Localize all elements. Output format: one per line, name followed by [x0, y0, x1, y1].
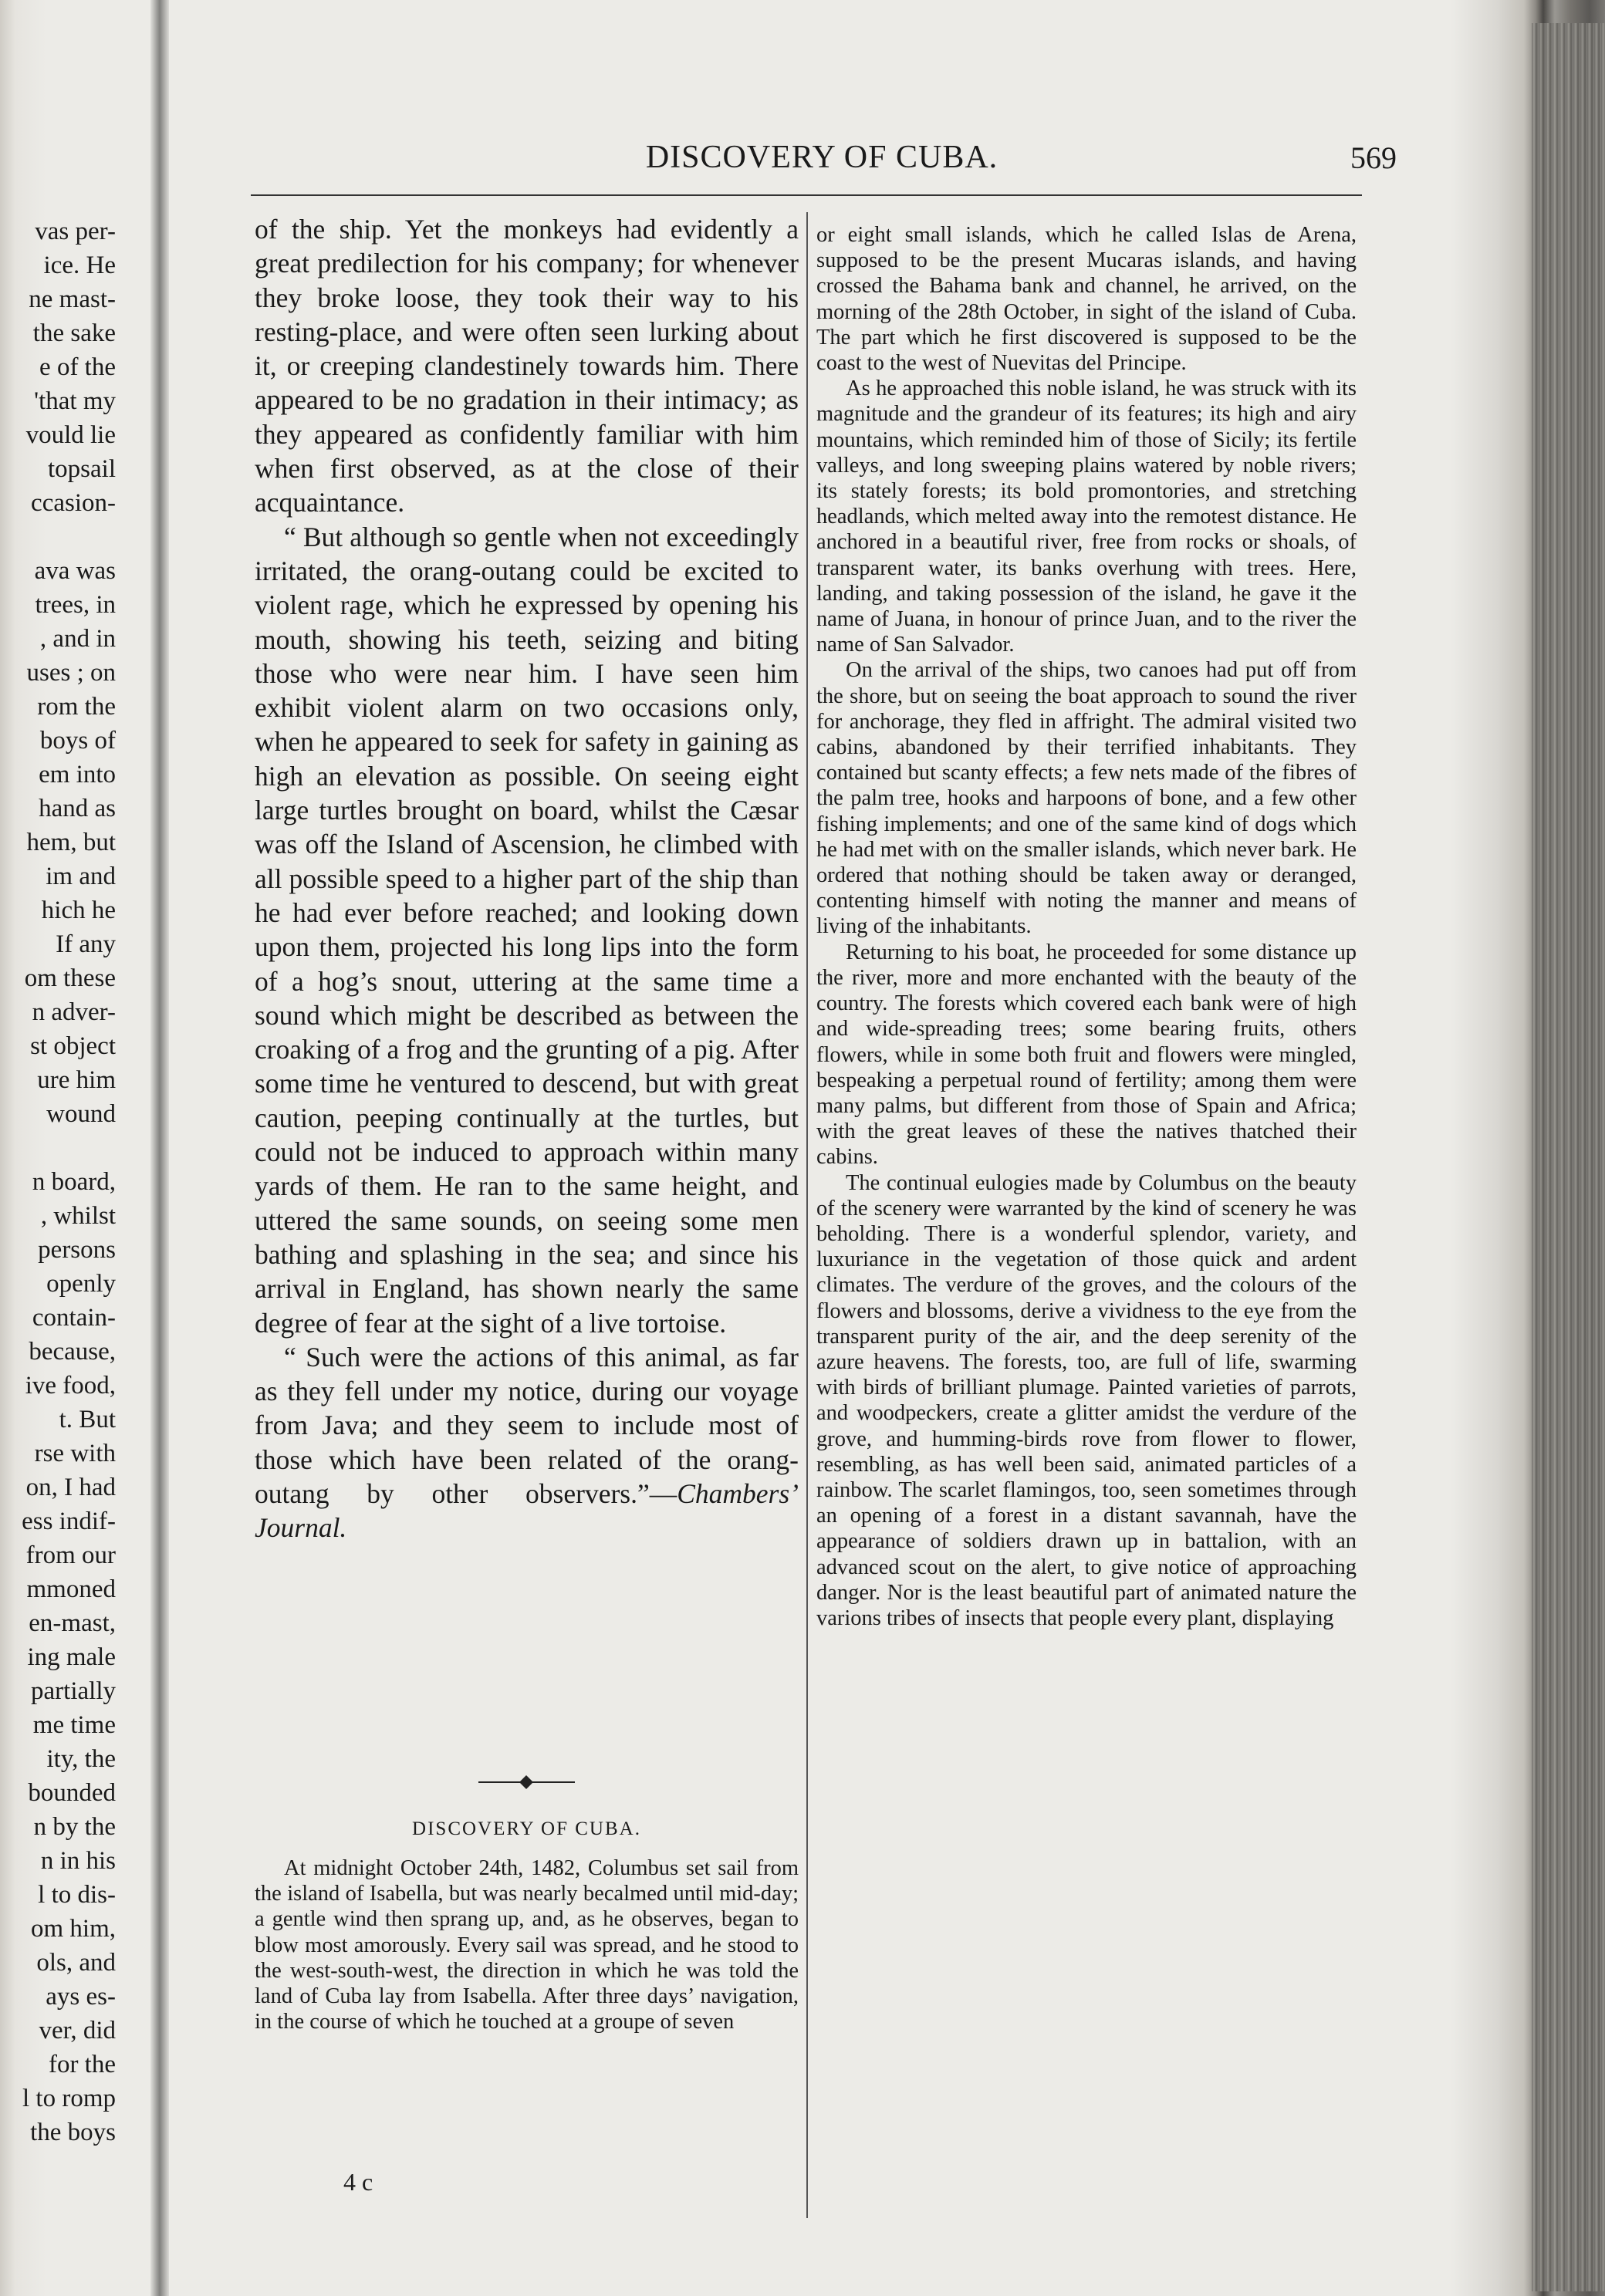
page-edges [1532, 23, 1605, 2291]
fragment-line: , whilst [40, 1202, 116, 1230]
paragraph: The continual eulogies made by Columbus on the beauty of the scenery were warranted by the kind of scenery he was beholding. There is a wonderful splendor, variety, and luxuriance in the vegetation of those quick and ardent climates. The verdure of the groves, and the colours of the flowers and blossoms, derive a vividness to the eye from the transparent purity of the air, and the deep serenity of the azure heavens. The forests, too, are full of life, swarming with birds of brilliant plumage. Painted varieties of parrots, and woodpeckers, create a glitter amidst the verdure of the grove, and humming-birds rove from flower to flower, resembling, as has well been said, animated particles of a rainbow. The scarlet flamingos, too, seen sometimes through an opening of a forest in a distant savannah, have the appearance of soldiers drawn up in battalion, with an advanced scout on the alert, to give notice of approaching danger. Nor is the least beautiful part of animated nature the varions tribes of insects that people every plant, displaying [816, 1170, 1357, 1630]
fragment-line: ccasion- [31, 489, 116, 517]
paragraph: On the arrival of the ships, two canoes had put off from the shore, but on seeing the boat approach to sound the river for anchorage, they fled in affright. The admiral visited two cabins, abandoned by their terrified inhabitants. They contained but scanty effects; a few nets made of the fibres of the palm tree, hooks and harpoons of bone, and a few other fishing implements; and one of the same kind of dogs which he had met with on the smaller islands, which never bark. He ordered that nothing should be taken away or deranged, contenting himself with noting the manner and means of living of the inhabitants. [816, 658, 1357, 939]
fragment-line: uses ; on [26, 659, 116, 687]
fragment-line: , and in [39, 625, 116, 653]
fragment-line: the boys [30, 2119, 116, 2146]
fragment-line: on, I had [25, 1474, 116, 1501]
fragment-line: because, [29, 1338, 116, 1366]
fragment-line: l to dis- [38, 1881, 116, 1909]
fragment-line: for the [48, 2051, 116, 2078]
paragraph: of the ship. Yet the monkeys had evidently a great predilection for his company; for whenever they broke loose, they took their way to his resting-place, and were often seen lurking about it, or creeping clandestinely towards him. There appeared to be no gradation in their intimacy; as they appeared as confidently familiar with him when first observed, as at the close of their acquaintance. [255, 214, 799, 518]
fragment-line [0, 520, 116, 554]
fragment-line: n adver- [32, 998, 116, 1026]
left-column [255, 212, 799, 1545]
fragment-line: 'that my [34, 387, 116, 415]
header-rule [251, 194, 1362, 196]
fragment-line: ive food, [25, 1372, 116, 1400]
fragment-line: persons [38, 1236, 116, 1264]
fragment-line: trees, in [35, 591, 116, 619]
book-gutter [150, 0, 169, 2296]
fragment-line: hich he [41, 896, 116, 924]
fragment-line: rom the [37, 693, 116, 721]
new-article-start [255, 1855, 799, 2034]
fragment-line: the sake [32, 319, 116, 347]
fragment-line: partially [31, 1677, 116, 1705]
fragment-line: mmoned [26, 1575, 116, 1603]
fragment-line: wound [46, 1100, 116, 1128]
fragment-line: ols, and [36, 1949, 116, 1977]
fragment-line: l to romp [22, 2085, 116, 2112]
fragment-line: openly [46, 1270, 116, 1298]
paragraph: As he approached this noble island, he was struck with its magnitude and the grandeur of its features; its high and airy mountains, which reminded him of those of Sicily; its fertile valleys, and long sweeping plains watered by noble rivers; its stately forests; its bold promontories, and stretching headlands, which melted away into the remotest distance. He anchored in a beautiful river, free from rocks or shoals, of transparent water, its banks overhung with trees. Here, landing, and taking possession of the island, he gave it the name of Juana, in honour of prince Juan, and to the river the name of San Salvador. [816, 376, 1357, 657]
fragment-line: ice. He [43, 252, 116, 279]
fragment-line: t. But [59, 1406, 116, 1433]
fragment-line: ing male [27, 1643, 116, 1671]
paragraph: or eight small islands, which he called Islas de Arena, supposed to be the present Mucaras islands, and having crossed the Bahama bank and channel, he arrived, on the morning of the 28th October, in sight of the island of Cuba. The part which he first discovered is supposed to be the coast to the west of Nuevitas del Principe. [816, 223, 1357, 376]
fragment-line: e of the [39, 353, 116, 381]
fragment-line: rse with [34, 1440, 116, 1467]
fragment-line: from our [25, 1541, 116, 1569]
fragment-line: ure him [37, 1066, 116, 1094]
facing-page-fragment [0, 214, 116, 2236]
fragment-line: ver, did [39, 2017, 116, 2044]
page-number: 569 [1350, 140, 1397, 175]
fragment-line: contain- [32, 1304, 116, 1332]
fragment-line: st object [30, 1032, 116, 1060]
fragment-line: hem, but [26, 829, 116, 856]
fragment-line: vould lie [25, 421, 116, 449]
paragraph-text: “ Such were the actions of this animal, as far as they fell under my notice, during our voyage from Java; and they seem to include most of those which have been related of the orang-outang by other observers.”— [255, 1341, 799, 1509]
article-heading: DISCOVERY OF CUBA. [412, 1818, 641, 1839]
signature-mark: 4 c [343, 2168, 373, 2196]
fragment-line: om him, [30, 1915, 116, 1943]
fragment-line: ess indif- [22, 1508, 116, 1535]
fragment-line: bounded [28, 1779, 116, 1807]
right-column [816, 222, 1357, 1631]
fragment-line: om these [24, 964, 116, 992]
fragment-line: vas per- [35, 218, 116, 245]
fragment-line: If any [56, 930, 116, 958]
fragment-line: ava was [34, 557, 116, 585]
fragment-line: me time [32, 1711, 116, 1739]
running-title: DISCOVERY OF CUBA. [645, 140, 998, 175]
source-citation: Chambers’ Journal. [255, 1477, 799, 1544]
paragraph: “ But although so gentle when not exceedingly irritated, the orang-outang could be excited to violent rage, which he expressed by opening his mouth, showing his teeth, seizing and biting those who were near him. I have seen him exhibit violent alarm on two occasions only, when he appeared to seek for safety in gaining as high an elevation as possible. On seeing eight large turtles brought on board, whilst the Cæsar was off the Island of Ascension, he climbed with all possible speed to a higher part of the ship than he had ever before reached; and looking down upon them, projected his long lips into the form of a hog’s snout, uttering at the same time a sound which might be described as between the croaking of a frog and the grunting of a pig. After some time he ventured to descend, but with great caution, peeping continually at the turtles, but could not be induced to approach within many yards of them. He ran to the same height, and uttered the same sounds, on seeing some men bathing and splashing in the sea; and since his arrival in England, has shown nearly the same degree of fear at the sight of a live tortoise. [255, 521, 799, 1339]
fragment-line: im and [46, 863, 116, 890]
fragment-line: boys of [39, 727, 116, 755]
fragment-line: en-mast, [29, 1609, 116, 1637]
fragment-line: topsail [48, 455, 116, 483]
section-ornament [478, 1771, 575, 1794]
fragment-line: ays es- [46, 1983, 116, 2011]
fragment-line: ity, the [46, 1745, 116, 1773]
column-rule [806, 212, 808, 2218]
fragment-line: ne mast- [29, 285, 116, 313]
fragment-line: n in his [40, 1847, 116, 1875]
fragment-line: n board, [32, 1168, 116, 1196]
fragment-line: em into [39, 761, 116, 788]
paragraph [255, 1340, 799, 1545]
paragraph: At midnight October 24th, 1482, Columbus set sail from the island of Isabella, but was nearly becalmed until mid-day; a gentle wind then sprang up, and, as he observes, began to blow most amorously. Every sail was spread, and he stood to the west-south-west, the direction in which he was told the land of Cuba lay from Isabella. After three days’ navigation, in the course of which he touched at a groupe of seven [255, 1856, 799, 2034]
fragment-line: hand as [39, 795, 116, 822]
paragraph: Returning to his boat, he proceeded for some distance up the river, more and more enchanted with the beauty of the country. The forests which covered each bank were of high and wide-spreading trees; some bearing fruits, others flowers, while in some both fruit and flowers were mingled, bespeaking a perpetual round of fertility; among them were many palms, but different from those of Spain and Africa; with the great leaves of these the natives thatched their cabins. [816, 940, 1357, 1170]
fragment-line [0, 1131, 116, 1165]
fragment-line: n by the [33, 1813, 116, 1841]
